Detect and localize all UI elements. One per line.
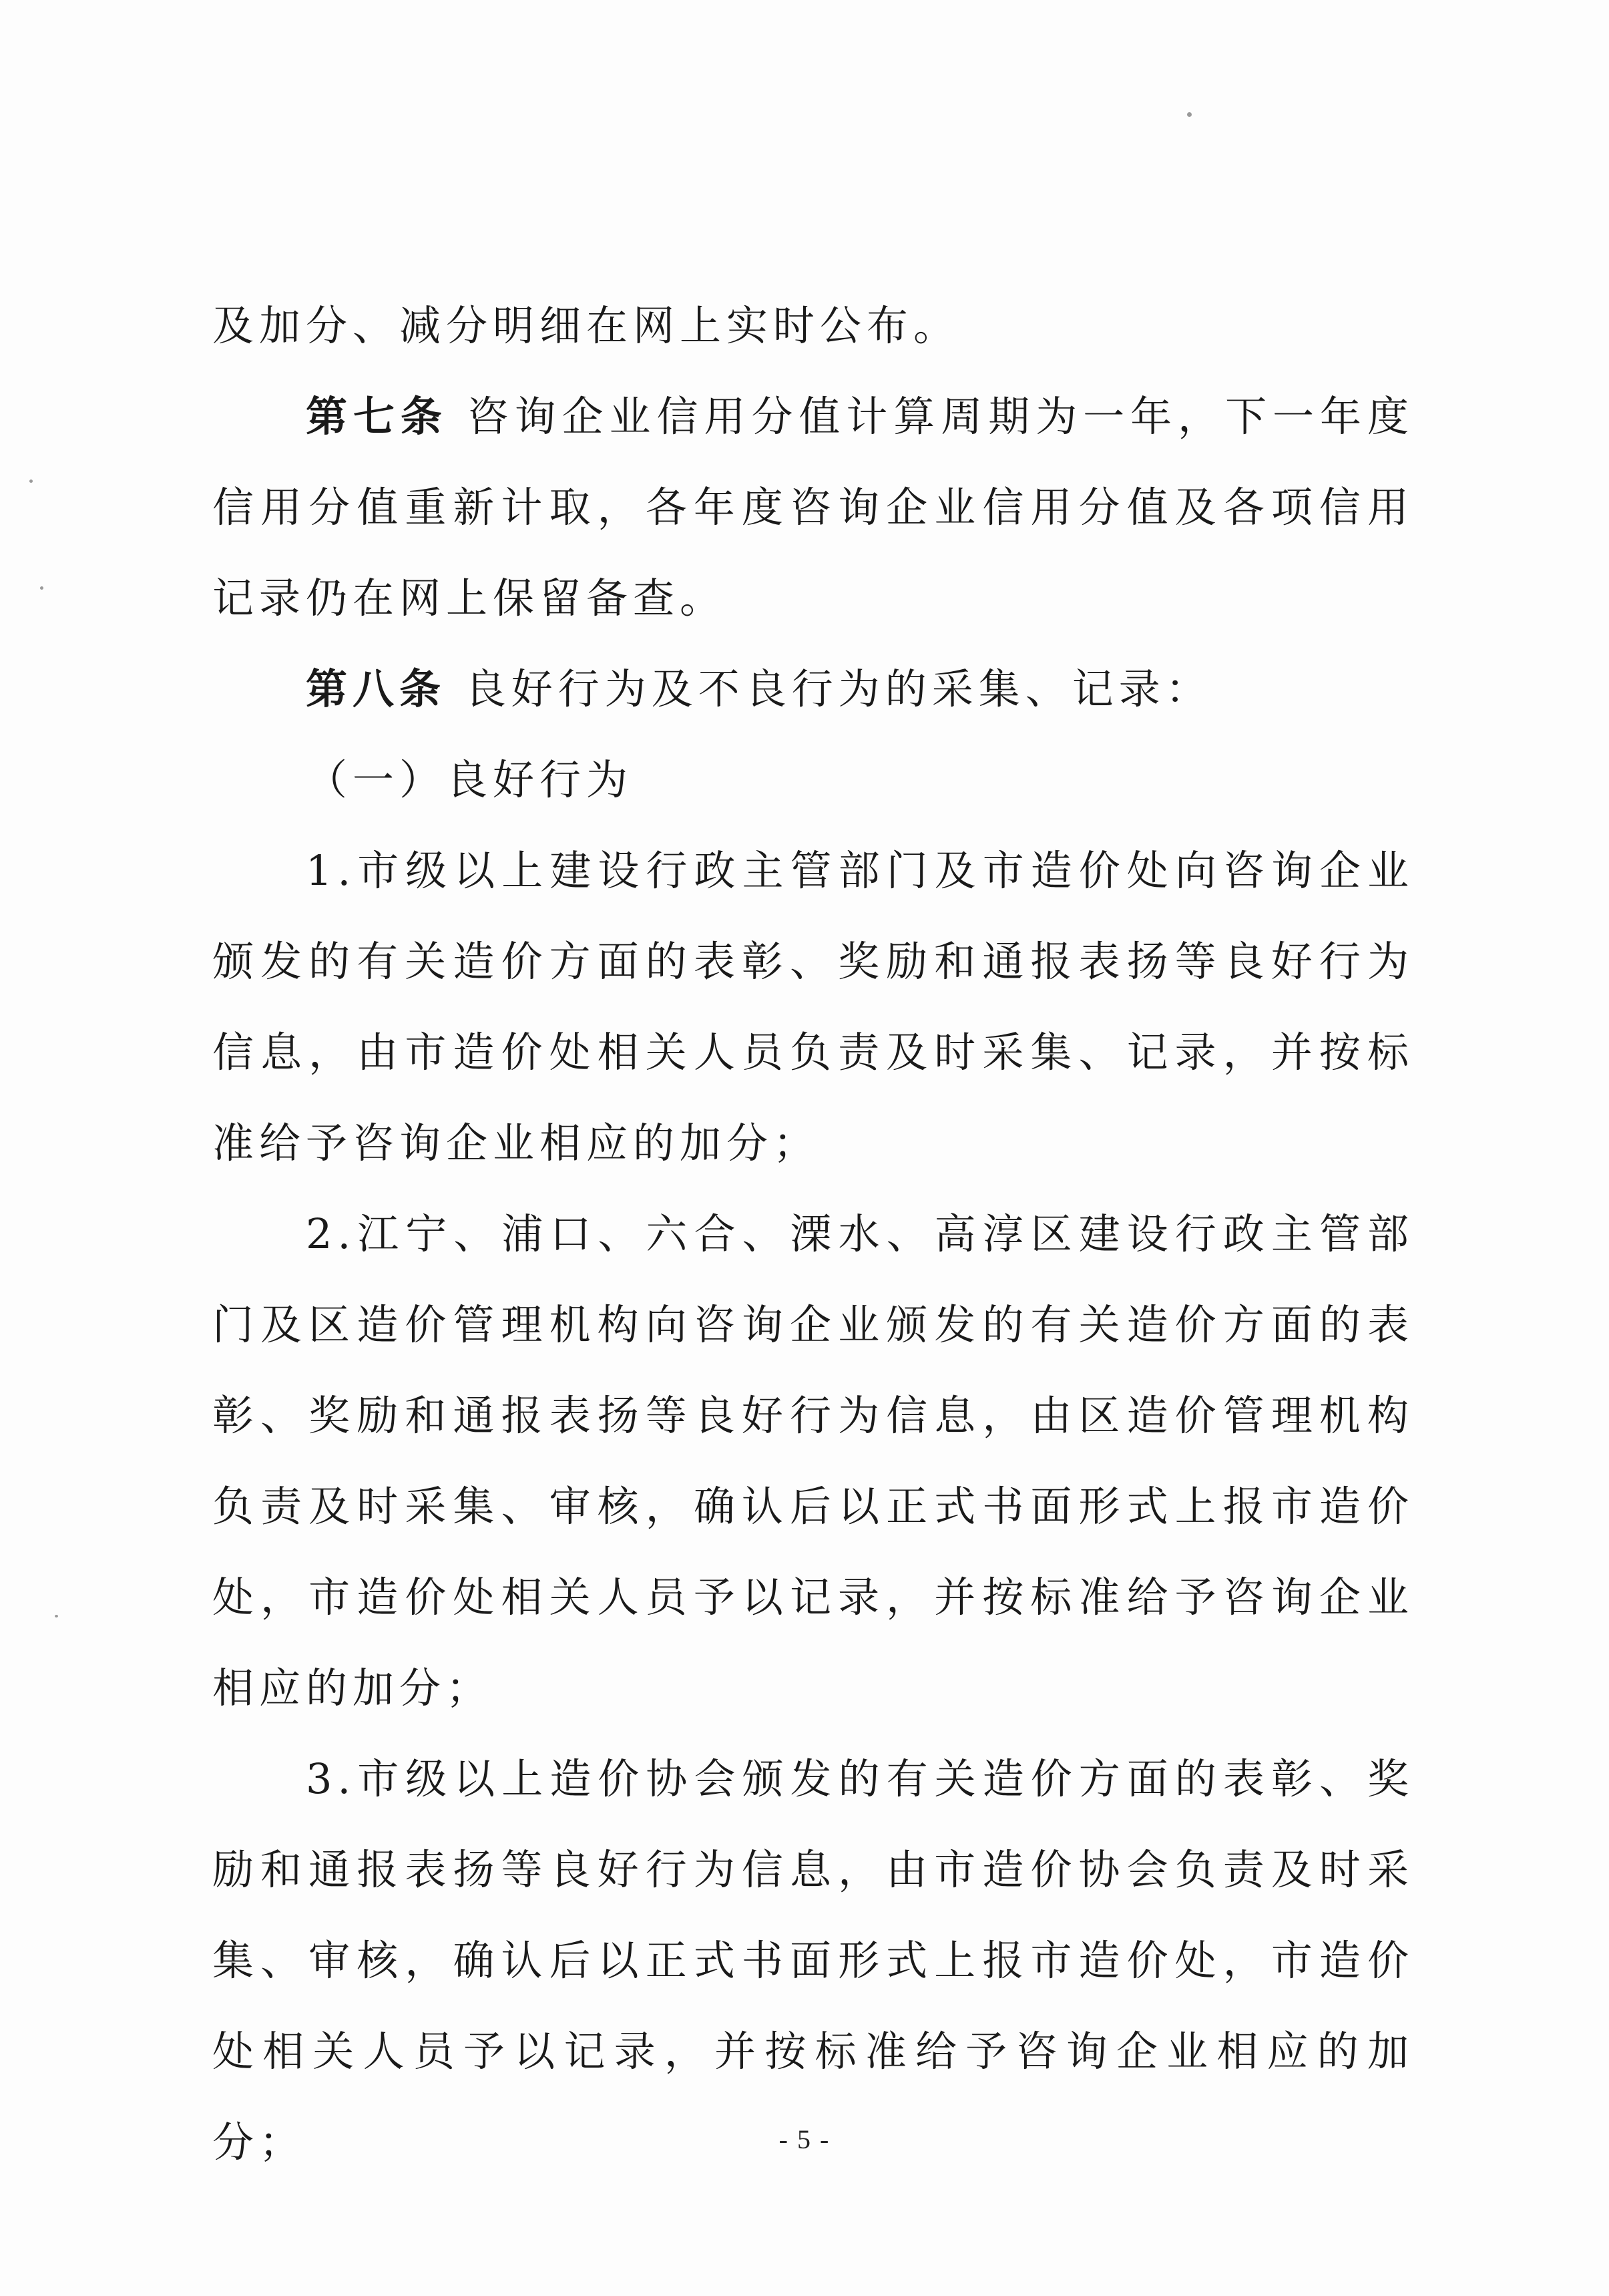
scan-speck [29,480,33,483]
page-number: - 5 - [778,2124,831,2154]
paragraph-text: 良好行为及不良行为的采集、记录： [446,664,1212,713]
document-body [212,280,1414,2188]
scan-speck [55,1615,58,1617]
list-item-1 [212,825,1414,1189]
paragraph-article-7 [212,371,1414,644]
paragraph-text: 1.市级以上建设行政主管部门及市造价处向咨询企业颁发的有关造价方面的表彰、奖励和通报表扬等良好行为信息，由市造价处相关人员负责及时采集、记录，并按标准给予咨询企业相应的加分； [212,846,1414,1167]
paragraph-text: 2.江宁、浦口、六合、溧水、高淳区建设行政主管部门及区造价管理机构向咨询企业颁发的有关造价方面的表彰、奖励和通报表扬等良好行为信息，由区造价管理机构负责及时采集、审核，确认后以正式书面形式上报市造价处，市造价处相关人员予以记录，并按标准给予咨询企业相应的加分； [212,1209,1414,1712]
paragraph-text: 及加分、减分明细在网上实时公布。 [212,301,961,350]
section-heading-good-behavior [212,735,1414,825]
paragraph-text: 咨询企业信用分值计算周期为一年，下一年度信用分值重新计取，各年度咨询企业信用分值及各项信用记录仍在网上保留备查。 [212,392,1414,622]
article-heading: 第七条 [306,392,448,441]
scan-speck [1187,112,1192,117]
scan-speck [40,586,43,590]
article-heading: 第八条 [306,664,447,713]
list-item-3 [212,1734,1414,2188]
paragraph-continuation [212,280,1414,371]
paragraph-text: 3.市级以上造价协会颁发的有关造价方面的表彰、奖励和通报表扬等良好行为信息，由市造价协会负责及时采集、审核，确认后以正式书面形式上报市造价处，市造价处相关人员予以记录，并按标准给予咨询企业相应的加分； [212,1754,1414,2166]
list-item-2 [212,1189,1414,1734]
paragraph-text: （一）良好行为 [306,755,634,804]
paragraph-article-8 [212,644,1414,735]
